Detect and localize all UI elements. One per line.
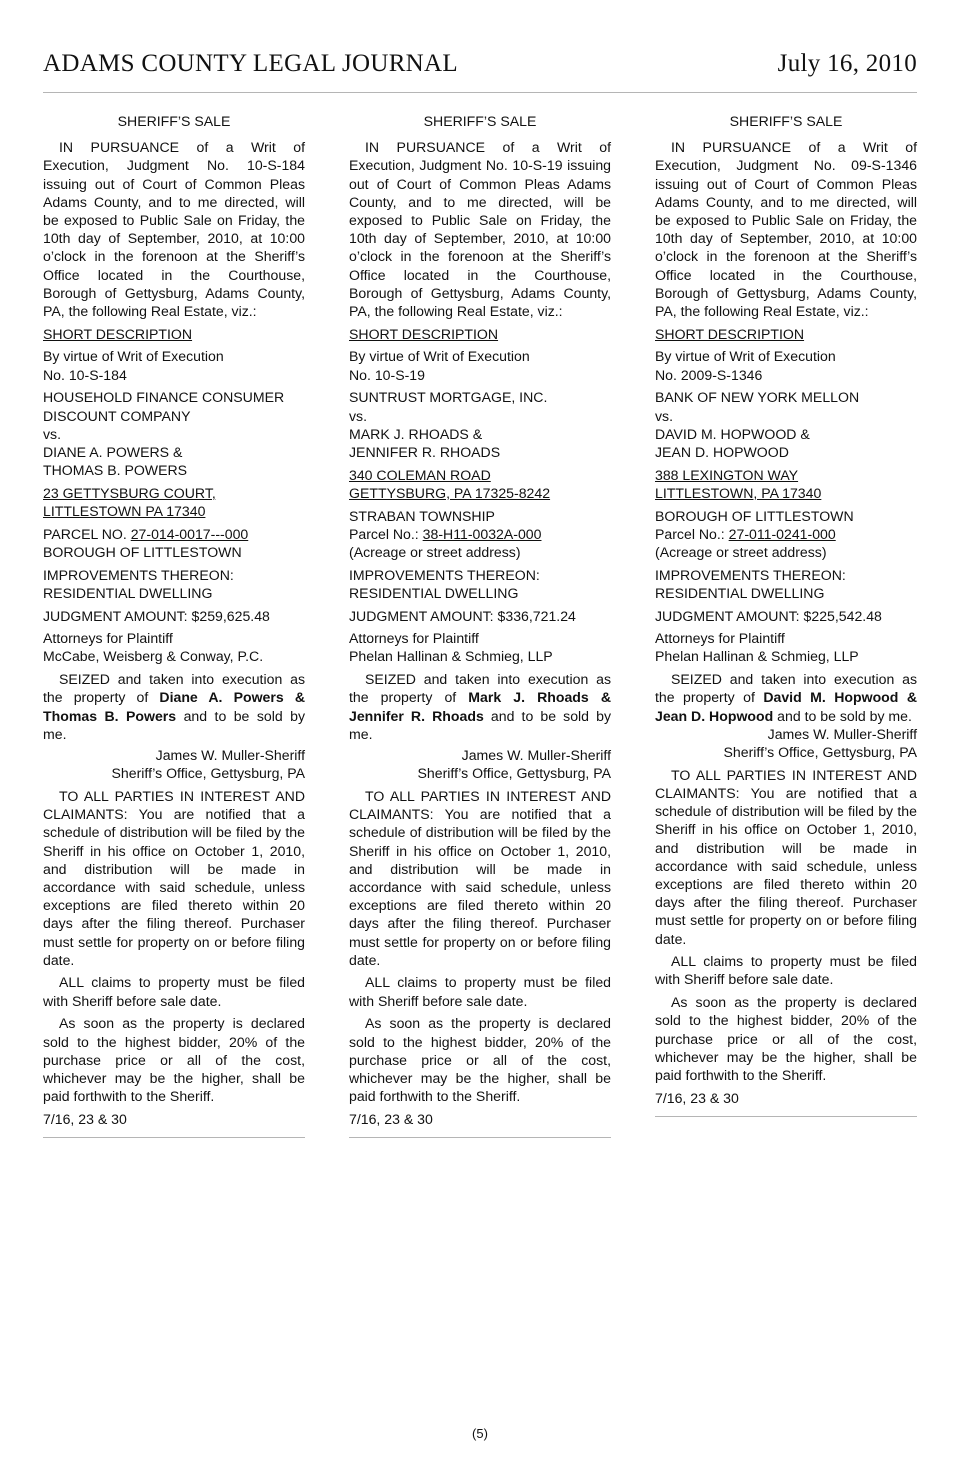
plaintiff-line: HOUSEHOLD FINANCE CONSUMER xyxy=(43,389,285,406)
locality: BOROUGH OF LITTLESTOWN xyxy=(43,543,242,560)
sheriff-name: James W. Muller-Sheriff xyxy=(767,725,917,742)
writ-line: By virtue of Writ of Execution xyxy=(43,348,224,365)
sheriff-office: Sheriff’s Office, Gettysburg, PA xyxy=(111,765,305,782)
writ-number: No. 10-S-19 xyxy=(349,366,425,383)
judgment-amount: JUDGMENT AMOUNT: $225,542.48 xyxy=(655,607,882,624)
writ-info xyxy=(43,347,305,383)
defendant-line: DIANE A. POWERS & xyxy=(43,443,183,460)
parcel-label: PARCEL NO. xyxy=(43,525,131,542)
sheriff-signature xyxy=(43,746,305,782)
parcel-number: 27-011-0241-000 xyxy=(728,525,836,542)
notice-intro: IN PURSUANCE of a Writ of Execution, Judgment No. 09-S-1346 issuing out of Court of Common Pleas Adams County, and to me directed, will be exposed to Public Sale on Friday, the 10th day of September, 2010, at 10:00 o’clock in the forenoon at the Sheriff’s Office located in the Courthouse, Borough of Gettysburg, Adams County, PA, the following Real Estate, viz.: xyxy=(655,139,917,320)
claims-notice: ALL claims to property must be filed with Sheriff before sale date. xyxy=(655,953,917,988)
improvements-line: RESIDENTIAL DWELLING xyxy=(43,584,213,601)
sheriff-sale-notice-1 xyxy=(43,112,305,1138)
attorneys-name: McCabe, Weisberg & Conway, P.C. xyxy=(43,648,264,665)
attorneys-label: Attorneys for Plaintiff xyxy=(655,630,785,647)
judgment-amount: JUDGMENT AMOUNT: $259,625.48 xyxy=(43,607,270,624)
distribution-notice: TO ALL PARTIES IN INTEREST AND CLAIMANTS: You are notified that a schedule of distribution will be filed by the Sheriff in his office on October 1, 2010, and distribution will be made in accordance with said schedule, unless exceptions are filed thereto within 20 days after the filing thereof. Purchaser must settle for property on or before filing date. xyxy=(43,787,305,968)
address-line: LITTLESTOWN PA 17340 xyxy=(43,503,206,520)
address-line: GETTYSBURG, PA 17325-8242 xyxy=(349,484,551,501)
parcel-number: 38-H11-0032A-000 xyxy=(422,525,542,542)
payment-notice: As soon as the property is declared sold to the highest bidder, 20% of the purchase price or all of the cost, whichever may be the higher, shall be paid forthwith to the Sheriff. xyxy=(655,994,917,1083)
address-line: LITTLESTOWN, PA 17340 xyxy=(655,484,822,501)
improvements-line: RESIDENTIAL DWELLING xyxy=(349,584,519,601)
short-description-heading: SHORT DESCRIPTION xyxy=(43,325,193,342)
short-description-heading: SHORT DESCRIPTION xyxy=(349,325,499,342)
improvements-line: RESIDENTIAL DWELLING xyxy=(655,584,825,601)
versus: vs. xyxy=(43,425,62,442)
attorneys-name: Phelan Hallinan & Schmieg, LLP xyxy=(655,648,859,665)
writ-line: By virtue of Writ of Execution xyxy=(655,348,836,365)
attorneys-label: Attorneys for Plaintiff xyxy=(43,630,173,647)
sheriff-name: James W. Muller-Sheriff xyxy=(461,747,611,763)
parties xyxy=(655,388,917,461)
short-description-heading: SHORT DESCRIPTION xyxy=(655,325,805,342)
address-line: 23 GETTYSBURG COURT, xyxy=(43,484,216,501)
claims-notice: ALL claims to property must be filed with Sheriff before sale date. xyxy=(349,974,611,1009)
parcel-info xyxy=(43,525,305,561)
writ-number: No. 2009-S-1346 xyxy=(655,366,763,383)
sheriff-name: James W. Muller-Sheriff xyxy=(155,747,305,763)
defendant-line: THOMAS B. POWERS xyxy=(43,462,188,479)
improvements-line: IMPROVEMENTS THEREON: xyxy=(349,566,540,583)
sheriff-sale-notice-3 xyxy=(655,112,917,1117)
masthead xyxy=(43,50,917,84)
improvements-line: IMPROVEMENTS THEREON: xyxy=(43,566,234,583)
attorneys xyxy=(349,629,611,665)
improvements xyxy=(349,566,611,602)
payment-notice: As soon as the property is declared sold to the highest bidder, 20% of the purchase price or all of the cost, whichever may be the higher, shall be paid forthwith to the Sheriff. xyxy=(349,1015,611,1105)
writ-info xyxy=(349,347,611,383)
acreage-note: (Acreage or street address) xyxy=(655,543,827,560)
notice-intro: IN PURSUANCE of a Writ of Execution, Judgment No. 10-S-184 issuing out of Court of Common Pleas Adams County, and to me directed, will be exposed to Public Sale on Friday, the 10th day of September, 2010, at 10:00 o’clock in the forenoon at the Sheriff’s Office located in the Courthouse, Borough of Gettysburg, Adams County, PA, the following Real Estate, viz.: xyxy=(43,139,305,320)
distribution-notice: TO ALL PARTIES IN INTEREST AND CLAIMANTS: You are notified that a schedule of distribution will be filed by the Sheriff in his office on October 1, 2010, and distribution will be made in accordance with said schedule, unless exceptions are filed thereto within 20 days after the filing thereof. Purchaser must settle for property on or before filing date. xyxy=(349,787,611,968)
locality: BOROUGH OF LITTLESTOWN xyxy=(655,507,854,524)
property-address xyxy=(349,466,611,502)
owner-names: David M. Hopwood & Jean D. Hopwood xyxy=(655,689,917,724)
attorneys xyxy=(655,629,917,665)
owner-names: Mark J. Rhoads & Jennifer R. Rhoads xyxy=(349,689,611,724)
claims-notice: ALL claims to property must be filed with Sheriff before sale date. xyxy=(43,974,305,1009)
attorneys xyxy=(43,629,305,665)
attorneys-label: Attorneys for Plaintiff xyxy=(349,630,479,647)
parcel-number: 27-014-0017---000 xyxy=(130,525,249,542)
defendant-line: MARK J. RHOADS & xyxy=(349,425,483,442)
payment-notice: As soon as the property is declared sold to the highest bidder, 20% of the purchase price or all of the cost, whichever may be the higher, shall be paid forthwith to the Sheriff. xyxy=(43,1015,305,1105)
issue-date: July 16, 2010 xyxy=(777,50,917,77)
notice-title: SHERIFF’S SALE xyxy=(117,113,231,129)
notice-intro: IN PURSUANCE of a Writ of Execution, Judgment No. 10-S-19 issuing out of Court of Common Pleas Adams County, and to me directed, will be exposed to Public Sale on Friday, the 10th day of September, 2010, at 10:00 o’clock in the forenoon at the Sheriff’s Office located in the Courthouse, Borough of Gettysburg, Adams County, PA, the following Real Estate, viz.: xyxy=(349,139,611,320)
improvements xyxy=(655,566,917,602)
notice-end-rule xyxy=(43,1137,305,1138)
seized-statement: SEIZED and taken into execution as the property of Diane A. Powers & Thomas B. Powers and to be sold by me. xyxy=(43,671,306,742)
defendant-line: JENNIFER R. RHOADS xyxy=(349,443,501,460)
address-line: 340 COLEMAN ROAD xyxy=(349,466,491,483)
masthead-rule xyxy=(43,92,917,93)
locality: STRABAN TOWNSHIP xyxy=(349,507,495,524)
parties xyxy=(349,388,611,461)
writ-number: No. 10-S-184 xyxy=(43,366,127,383)
plaintiff-line: BANK OF NEW YORK MELLON xyxy=(655,389,860,406)
sheriff-office: Sheriff’s Office, Gettysburg, PA xyxy=(723,744,917,760)
page-number: (5) xyxy=(472,1426,488,1441)
plaintiff-line: SUNTRUST MORTGAGE, INC. xyxy=(349,389,548,406)
publication-title: ADAMS COUNTY LEGAL JOURNAL xyxy=(43,50,458,77)
publication-dates: 7/16, 23 & 30 xyxy=(349,1110,433,1127)
acreage-note: (Acreage or street address) xyxy=(349,543,521,560)
writ-line: By virtue of Writ of Execution xyxy=(349,348,530,365)
owner-names: Diane A. Powers & Thomas B. Powers xyxy=(43,689,305,724)
plaintiff-line: DISCOUNT COMPANY xyxy=(43,407,191,424)
address-line: 388 LEXINGTON WAY xyxy=(655,466,799,483)
notice-end-rule xyxy=(655,1116,917,1117)
parcel-info xyxy=(655,507,917,562)
seized-statement: SEIZED and taken into execution as the property of Mark J. Rhoads & Jennifer R. Rhoads and to be sold by me. xyxy=(349,671,612,742)
improvements-line: IMPROVEMENTS THEREON: xyxy=(655,566,846,583)
parcel-label: Parcel No.: xyxy=(655,525,729,542)
distribution-notice: TO ALL PARTIES IN INTEREST AND CLAIMANTS: You are notified that a schedule of distribution will be filed by the Sheriff in his office on October 1, 2010, and distribution will be made in accordance with said schedule, unless exceptions are filed thereto within 20 days after the filing thereof. Purchaser must settle for property on or before filing date. xyxy=(655,766,917,947)
parties xyxy=(43,388,305,479)
property-address xyxy=(655,466,917,502)
parcel-info xyxy=(349,507,611,562)
publication-dates: 7/16, 23 & 30 xyxy=(655,1089,739,1106)
versus: vs. xyxy=(655,407,674,424)
notice-end-rule xyxy=(349,1137,611,1138)
seized-statement: SEIZED and taken into execution as the property of David M. Hopwood & Jean D. Hopwood and to be sold by me. xyxy=(655,671,917,724)
sheriff-signature xyxy=(349,746,611,782)
defendant-line: JEAN D. HOPWOOD xyxy=(655,443,789,460)
sheriff-sale-notice-2 xyxy=(349,112,611,1138)
improvements xyxy=(43,566,305,602)
sheriff-office: Sheriff’s Office, Gettysburg, PA xyxy=(417,765,611,782)
defendant-line: DAVID M. HOPWOOD & xyxy=(655,425,810,442)
versus: vs. xyxy=(349,407,368,424)
notice-title: SHERIFF’S SALE xyxy=(423,113,537,129)
notice-title: SHERIFF’S SALE xyxy=(729,113,843,129)
property-address xyxy=(43,484,305,520)
judgment-amount: JUDGMENT AMOUNT: $336,721.24 xyxy=(349,607,576,624)
publication-dates: 7/16, 23 & 30 xyxy=(43,1110,127,1127)
parcel-label: Parcel No.: xyxy=(349,525,423,542)
writ-info xyxy=(655,347,917,383)
attorneys-name: Phelan Hallinan & Schmieg, LLP xyxy=(349,648,553,665)
sheriff-signature xyxy=(655,725,917,761)
